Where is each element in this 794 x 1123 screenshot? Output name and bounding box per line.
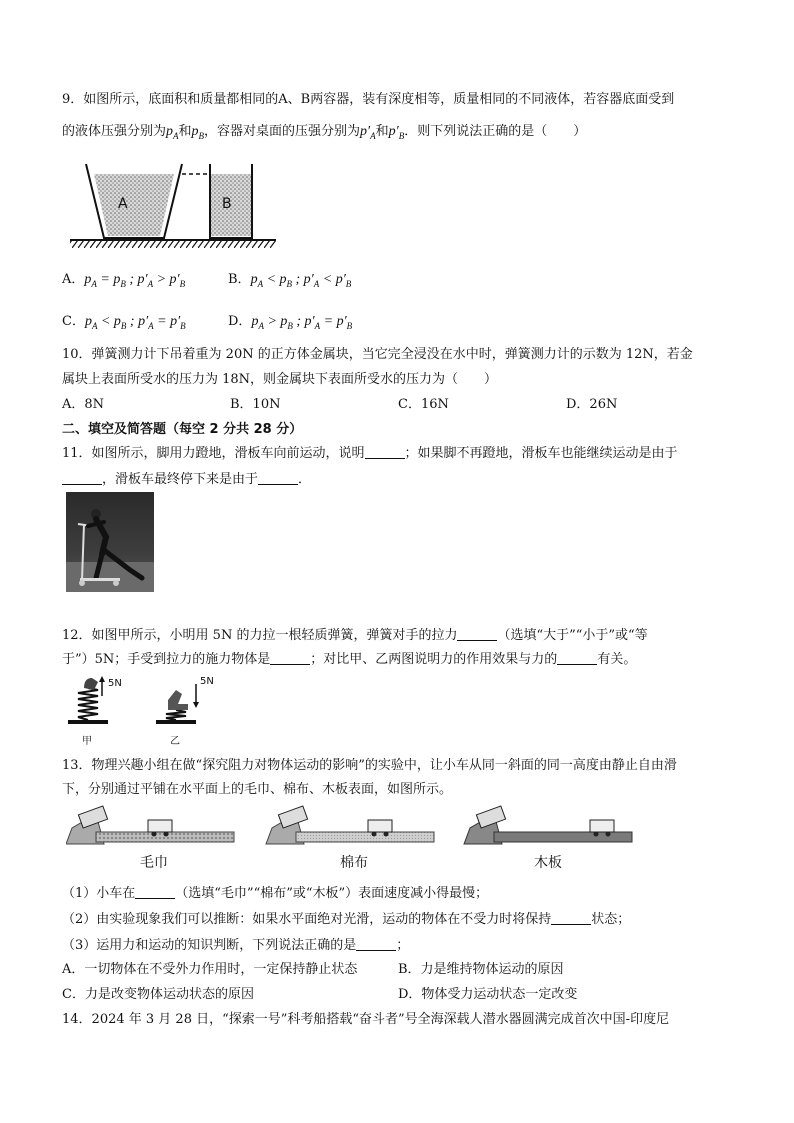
q11-blank-3[interactable] — [258, 470, 298, 485]
q11-scooter-photo — [66, 492, 154, 592]
q9-option-d[interactable]: D．$p_A > p_B$ ; $p'_A = p'_B$ — [228, 314, 353, 331]
q13-blank-2[interactable] — [551, 910, 591, 925]
q12-blank-2[interactable] — [270, 650, 310, 665]
q13-surfaces-figure — [66, 804, 636, 848]
caption-yi: 乙 — [170, 736, 180, 747]
q13-sub3: （3）运用力和运动的知识判断，下列说法正确的是 ； — [62, 938, 410, 953]
q10-option-d[interactable]: D．26N — [566, 397, 618, 412]
q13-option-a[interactable]: A．一切物体在不受外力作用时，一定保持静止状态 — [62, 962, 358, 977]
q13-stem-line2: 下，分别通过平铺在水平面上的毛巾、棉布、木板表面，如图所示。 — [62, 782, 453, 797]
q11-blank-2[interactable] — [62, 470, 102, 485]
q10-stem-line1: 10．弹簧测力计下吊着重为 20N 的正方体金属块，当它完全浸没在水中时，弹簧测力计的示数为 12N，若金 — [62, 347, 693, 362]
container-a-label: A — [118, 196, 128, 212]
setup-towel — [66, 806, 234, 844]
container-a-liquid — [94, 174, 174, 236]
q11-stem-line1: 11．如图所示，脚用力蹬地，滑板车向前运动，说明 ；如果脚不再蹬地，滑板车也能继续运动是由于 — [62, 446, 678, 461]
q14-stem-line1: 14．2024 年 3 月 28 日，“探索一号”科考船搭载“奋斗者”号全海深载人潜水器圆满完成首次中国-印度尼 — [62, 1012, 670, 1027]
q13-blank-1[interactable] — [135, 884, 175, 899]
q13-stem-line1: 13．物理兴趣小组在做“探究阻力对物体运动的影响”的实验中，让小车从同一斜面的同一高度由静止自由滑 — [62, 758, 677, 773]
q13-sub1: （1）小车在 （选填“毛巾”“棉布”或“木板”）表面速度减小得最慢； — [62, 886, 489, 901]
surface-label-towel: 毛巾 — [140, 855, 168, 871]
q11-stem-line2: ，滑板车最终停下来是由于 ． — [62, 470, 311, 490]
q9-option-b[interactable]: B．$p_A < p_B$ ; $p'_A < p'_B$ — [228, 272, 352, 289]
setup-cotton — [266, 806, 434, 844]
q10-option-b[interactable]: B．10N — [230, 397, 281, 412]
q13-option-c[interactable]: C．力是改变物体运动状态的原因 — [62, 987, 254, 1002]
q10-option-a[interactable]: A．8N — [62, 397, 105, 412]
q9-stem-line2: 的液体压强分别为$p_A$和$p_B$，容器对桌面的压强分别为$p'_A$和$p'_B$．则下列说法正确的是（ ） — [62, 124, 587, 141]
q9-containers-figure — [66, 160, 286, 248]
force-up-label: 5N — [108, 678, 122, 689]
q12-stem-line2: 于”）5N；手受到拉力的施力物体是 ；对比甲、乙两图说明力的作用效果与力的 有关。 — [62, 652, 637, 667]
force-down-label: 5N — [200, 676, 214, 687]
surface-label-cotton: 棉布 — [340, 855, 368, 871]
q12-blank-3[interactable] — [557, 650, 597, 665]
q12-blank-1[interactable] — [457, 626, 497, 641]
container-b-label: B — [222, 196, 232, 212]
q10-stem-line2: 属块上表面所受水的压力为 18N，则金属块下表面所受水的压力为（ ） — [62, 372, 498, 387]
setup-wood — [464, 806, 632, 844]
q9-option-c[interactable]: C．$p_A < p_B$ ; $p'_A = p'_B$ — [62, 314, 186, 331]
q13-option-b[interactable]: B．力是维持物体运动的原因 — [398, 962, 564, 977]
spring-jia — [78, 688, 98, 720]
q9-option-a[interactable]: A．$p_A = p_B$ ; $p'_A > p'_B$ — [62, 272, 186, 289]
q13-option-d[interactable]: D．物体受力运动状态一定改变 — [398, 987, 578, 1002]
section-title: 二、填空及简答题（每空 2 分共 28 分） — [62, 422, 303, 437]
q13-blank-3[interactable] — [356, 936, 396, 951]
surface-label-wood: 木板 — [534, 855, 562, 871]
caption-jia: 甲 — [82, 736, 92, 747]
q10-option-c[interactable]: C．16N — [398, 397, 449, 412]
q13-sub2: （2）由实验现象我们可以推断：如果水平面绝对光滑，运动的物体在不受力时将保持 状态； — [62, 912, 631, 927]
q11-blank-1[interactable] — [365, 444, 405, 459]
q9-stem-line1: 9．如图所示，底面积和质量都相同的A、B两容器，装有深度相等，质量相同的不同液体，若容器底面受到 — [62, 92, 675, 107]
q12-stem-line1: 12．如图甲所示，小明用 5N 的力拉一根轻质弹簧，弹簧对手的拉力 （选填“大于”“小于”或“等 — [62, 628, 648, 643]
spring-yi — [166, 710, 186, 720]
